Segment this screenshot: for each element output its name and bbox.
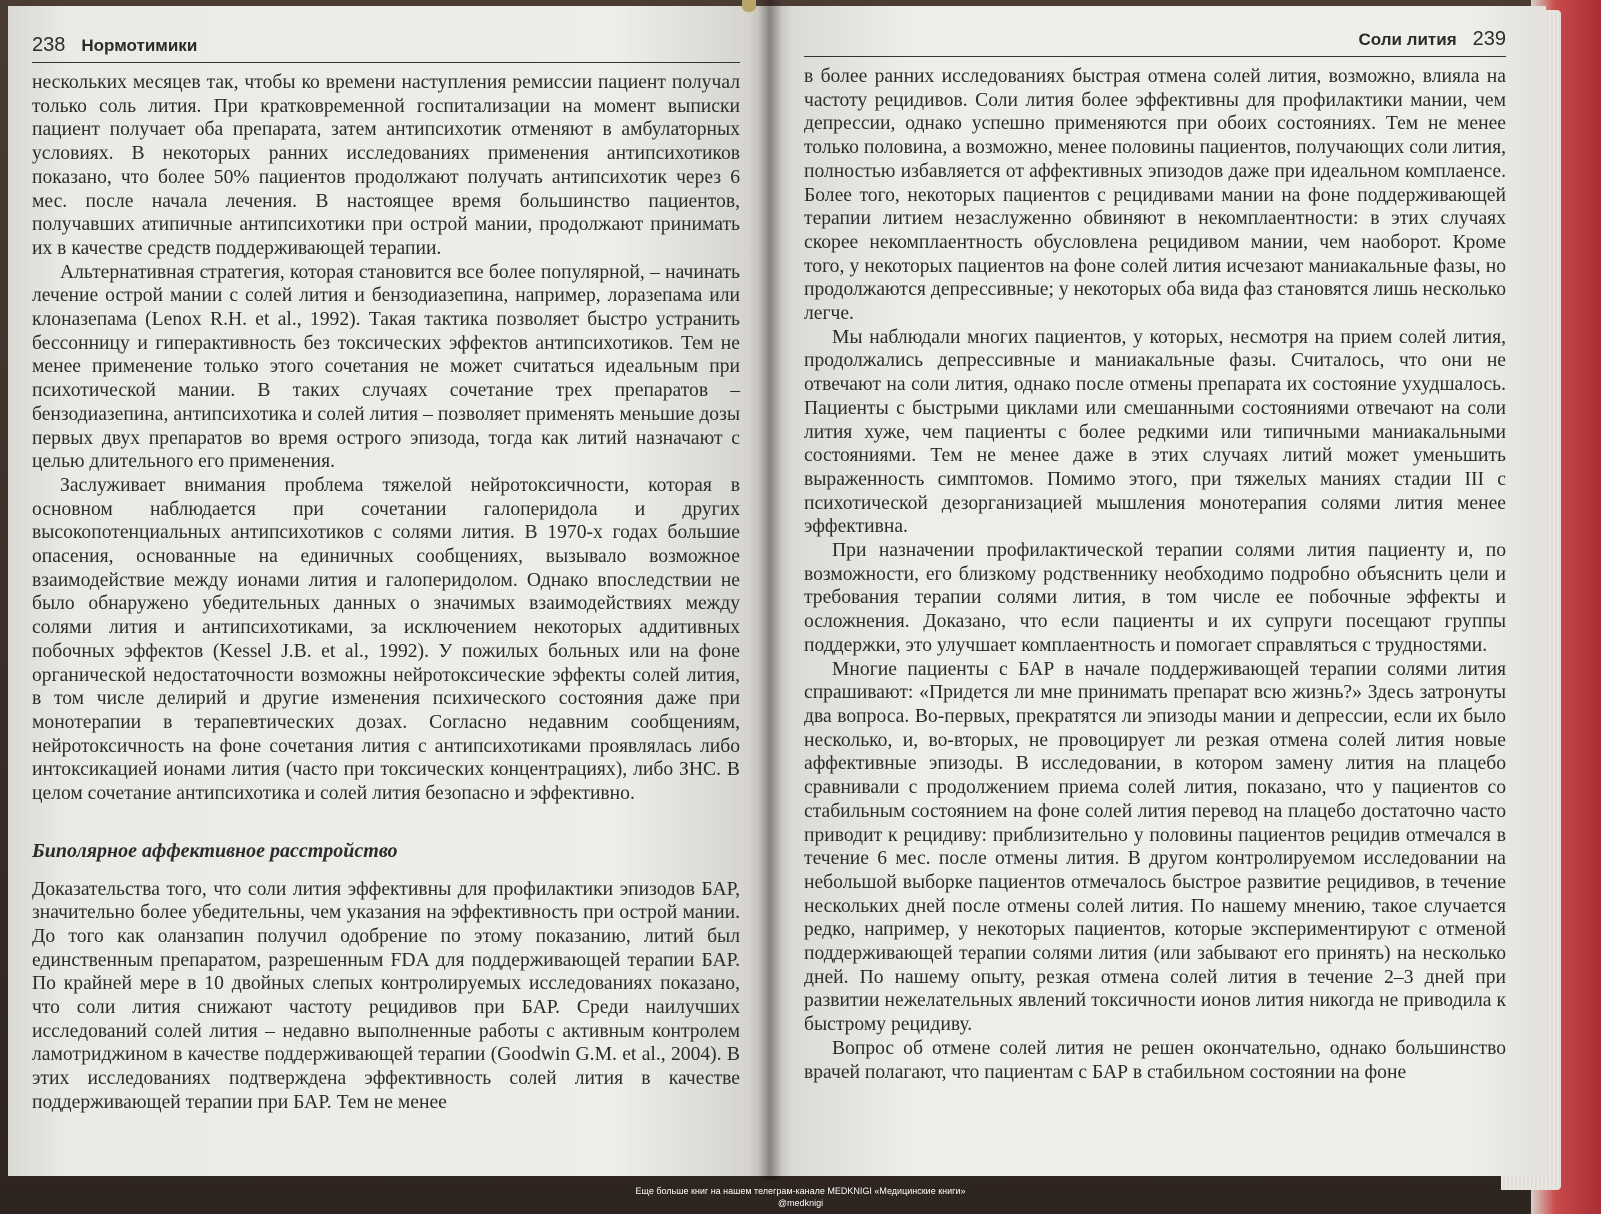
watermark-line-2: @medknigi — [777, 1198, 824, 1208]
paragraph: Многие пациенты с БАР в начале поддерживающей терапии солями лития спрашивают: «Придется ли мне принимать препарат всю жизнь?» Здесь затронуты два вопроса. Во-первых, прекратятся ли эпизоды мании и депрессии, если их было несколько, и, во-вторых, не провоцирует ли резкая отмена солей лития новые аффективные эпизоды. В исследовании, в котором замену лития на плацебо сравнивали с продолжением приема солей лития, показано, что у пациентов со стабильным состоянием на фоне солей лития перевод на плацебо достаточно часто приводит к рецидиву: приблизительно у половины пациентов рецидив отмечался в течение 6 мес. после отмены лития. В другом контролируемом исследовании на небольшой выборке пациентов отмечалось быстрое развитие рецидивов, в течение нескольких дней после отмены солей лития. По нашему мнению, такое случается редко, например, у некоторых пациентов, которые экспериментируют с отменой поддерживающей терапии солями лития (или забывают его принять) на несколько дней. По нашему опыту, резкая отмена солей лития в течение 2–3 дней при развитии нежелательных явлений токсичности ионов лития никогда не приводила к быстрому рецидиву. — [804, 658, 1506, 1036]
paragraph: нескольких месяцев так, чтобы ко времени наступления ремиссии пациент получал только соль лития. При кратковременной госпитализации на момент выписки пациент получает оба препарата, затем антипсихотик отменяют в амбулаторных условиях. В некоторых ранних исследованиях применения антипсихотиков показано, что более 50% пациентов продолжают получать антипсихотик через 6 мес. после начала лечения. В настоящее время большинство пациентов, получавших атипичные антипсихотики при острой мании, продолжают принимать их в качестве средств поддерживающей терапии. — [32, 72, 740, 259]
right-body-text — [804, 65, 1506, 1084]
watermark-line-1: Еще больше книг на нашем телеграм-канале MEDKNIGI «Медицинские книги» — [635, 1186, 966, 1196]
paragraph: При назначении профилактической терапии солями лития пациенту и, по возможности, его близкому родственнику необходимо подробно объяснить цели и требования терапии солями лития, в том числе ее побочные эффекты и осложнения. Доказано, что если пациенты и их супруги посещают группы поддержки, это улучшает комплаентность и помогает справляться с трудностями. — [804, 540, 1506, 656]
book-gutter-shadow — [758, 0, 782, 1180]
right-page-header — [804, 28, 1506, 57]
right-page-number: 239 — [1472, 28, 1506, 50]
left-body-text — [32, 71, 740, 1115]
section-heading: Биполярное аффективное расстройство — [32, 839, 398, 862]
left-page — [8, 6, 770, 1176]
left-page-header — [32, 34, 740, 63]
paragraph: Доказательства того, что соли лития эффективны для профилактики эпизодов БАР, значительно более убедительны, чем указания на эффективность при острой мании. До того как оланзапин получил одобрение по этому показанию, литий был единственным препаратом, разрешенным FDA для поддерживающей терапии БАР. По крайней мере в 10 двойных слепых контролируемых исследованиях показано, что соли лития снижают частоту рецидивов при БАР. Среди наилучших исследований солей лития – недавно выполненные работы с активным контролем ламотриджином в качестве поддерживающей терапии (Goodwin G.M. et al., 2004). В этих исследованиях подтверждена эффективность солей лития в качестве поддерживающей терапии при БАР. Тем не менее — [32, 878, 740, 1113]
paragraph: Альтернативная стратегия, которая становится все более популярной, – начинать лечение острой мании с солей лития и бензодиазепина, например, лоразепама или клоназепама (Lenox R.H. et al., 1992). Такая тактика позволяет быстро устранить бессонницу и гиперактивность без токсических эффектов антипсихотиков. Тем не менее применение только этого сочетания не может считаться идеальным при психотической мании. В таких случаях сочетание трех препаратов – бензодиазепина, антипсихотика и солей лития – позволяет применять меньшие дозы первых двух препаратов во время острого эпизода, тогда как литий назначают с целью длительного его применения. — [32, 261, 740, 473]
paragraph: Мы наблюдали многих пациентов, у которых, несмотря на прием солей лития, продолжались депрессивные и маниакальные фазы. Считалось, что они не отвечают на соли лития, однако после отмены препарата их состояние ухудшалось. Пациенты с быстрыми циклами или смешанными состояниями отвечают на соли лития хуже, чем пациенты с более редкими или типичными маниакальными состояниями. Тем не менее даже в этих случаях литий может уменьшить выраженность симптомов. Помимо этого, при тяжелых маниях стадии III с психотической дезорганизацией мышления монотерапия солями лития менее эффективна. — [804, 326, 1506, 538]
right-running-title: Соли лития — [1358, 30, 1457, 49]
right-page — [770, 6, 1546, 1176]
paragraph: Вопрос об отмене солей лития не решен окончательно, однако большинство врачей полагают, что пациентам с БАР в стабильном состоянии на фоне — [804, 1037, 1506, 1083]
page-clip — [742, 0, 756, 12]
paragraph: в более ранних исследованиях быстрая отмена солей лития, возможно, влияла на частоту рецидивов. Соли лития более эффективны для профилактики мании, чем депрессии, однако успешно применяются при обоих состояниях. Тем не менее только половина, а возможно, менее половины пациентов, получающих соли лития, полностью избавляется от аффективных эпизодов даже при идеальном комплаенсе. Более того, некоторых пациентов с рецидивами мании на фоне поддерживающей терапии литием незаслуженно обвиняют в некомплаентности: в этих случаях скорее некомплаентность обусловлена рецидивом мании, чем наоборот. Кроме того, у некоторых пациентов на фоне солей лития исчезают маниакальные фазы, но продолжаются депрессивные; у некоторых оба вида фаз становятся лишь несколько легче. — [804, 66, 1506, 325]
left-page-number: 238 — [32, 34, 66, 56]
paragraph: Заслуживает внимания проблема тяжелой нейротоксичности, которая в основном наблюдается при сочетании галоперидола и других высокопотенциальных антипсихотиков с солями лития. В 1970-х годах большие опасения, основанные на единичных сообщениях, вызывало возможное взаимодействие между ионами лития и галоперидолом. Однако впоследствии не было обнаружено убедительных данных о значимых взаимодействиях между солями лития и антипсихотиками, за исключением некоторых аддитивных побочных эффектов (Kessel J.B. et al., 1992). У пожилых больных или на фоне органической недостаточности возможны нейротоксические эффекты солей лития, в том числе делирий и другие изменения психического состояния даже при монотерапии в терапевтических дозах. Согласно недавним сообщениям, нейротоксичность на фоне сочетания лития с антипсихотиками проявлялась либо интоксикацией ионами лития (часто при токсических концентрациях), либо ЗНС. В целом сочетание антипсихотика и солей лития безопасно и эффективно. — [32, 474, 740, 805]
left-running-title: Нормотимики — [81, 36, 198, 55]
